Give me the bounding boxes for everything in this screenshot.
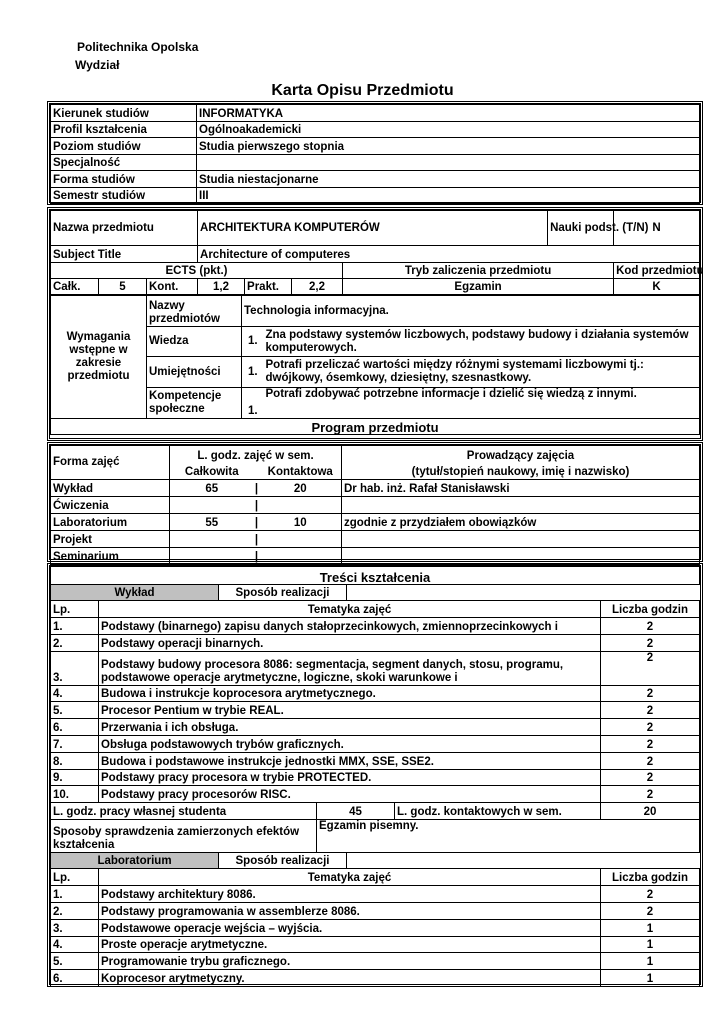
- program-row: [51, 548, 700, 565]
- prakt-value: 2,2: [292, 279, 343, 295]
- subject-name-label: Nazwa przedmiotu: [51, 211, 198, 246]
- lecturer-label: Prowadzący zajęcia: [342, 446, 700, 463]
- lecturer-sub-label: (tytuł/stopień naukowy, imię i nazwisko): [342, 463, 700, 480]
- info-label: Specjalność: [51, 154, 197, 171]
- topic-row: [51, 719, 700, 736]
- mode-value: Egzamin: [343, 279, 614, 295]
- social-num: 1.: [242, 388, 264, 419]
- topic-header: Tematyka zajęć: [99, 601, 601, 618]
- topic-hours: 2: [601, 886, 700, 903]
- topic-lp: 1.: [51, 618, 99, 635]
- program-separator: |: [254, 548, 260, 565]
- lab-hours-header: Liczba godzin: [601, 869, 700, 886]
- program-lecturer: zgodnie z przydziałem obowiązków: [342, 514, 700, 531]
- program-separator: |: [254, 480, 260, 497]
- info-row: [51, 154, 700, 171]
- subject-title: Architecture of computeres: [198, 246, 700, 263]
- contact-hours-label: L. godz. kontaktowych w sem.: [395, 803, 601, 820]
- lp-header: Lp.: [51, 601, 99, 618]
- info-row: [51, 105, 700, 122]
- topic-hours: 2: [601, 902, 700, 919]
- topic-hours: 1: [601, 970, 700, 987]
- contact-hours-value: 20: [601, 803, 700, 820]
- topic-hours: 2: [601, 719, 700, 736]
- university-name: Politechnika Opolska: [77, 40, 199, 54]
- subject-title-label: Subject Title: [51, 246, 198, 263]
- program-separator: |: [254, 514, 260, 531]
- topic-lp: 1.: [51, 886, 99, 903]
- topic-row: [51, 752, 700, 769]
- topic-text: Podstawy pracy procesorów RISC.: [99, 786, 601, 803]
- program-lecturer: [342, 531, 700, 548]
- topic-row: [51, 769, 700, 786]
- total-value: 5: [99, 279, 147, 295]
- subject-block: [47, 207, 703, 441]
- program-contact: 20: [260, 480, 342, 497]
- program-lecturer: Dr hab. inż. Rafał Stanisławski: [342, 480, 700, 497]
- topic-row: [51, 936, 700, 953]
- topic-hours: 2: [601, 618, 700, 635]
- skills-text: Potrafi przeliczać wartości między różnymi systemami liczbowymi tj.: dwójkowy, ósemkowy, dziesiętny, szesnastkowy.: [264, 357, 700, 388]
- topic-lp: 7.: [51, 735, 99, 752]
- skills-label: Umiejętności: [147, 357, 242, 388]
- content-block: [47, 563, 703, 987]
- info-row: [51, 171, 700, 188]
- program-title: Program przedmiotu: [51, 419, 700, 435]
- program-lecturer: [342, 497, 700, 514]
- info-value: Studia pierwszego stopnia: [197, 138, 700, 155]
- program-form: Laboratorium: [51, 514, 170, 531]
- prakt-label: Prakt.: [245, 279, 292, 295]
- topic-lp: 3.: [51, 651, 99, 685]
- topic-row: [51, 735, 700, 752]
- code-value: K: [614, 279, 700, 295]
- topic-hours: 2: [601, 634, 700, 651]
- program-total: [170, 497, 254, 514]
- topic-text: Podstawowe operacje wejścia – wyjścia.: [99, 919, 601, 936]
- knowledge-text: Zna podstawy systemów liczbowych, podstawy budowy i działania systemów komputerowych.: [264, 327, 700, 357]
- hours-header: Liczba godzin: [601, 601, 700, 618]
- topic-lp: 5.: [51, 953, 99, 970]
- knowledge-label: Wiedza: [147, 327, 242, 357]
- topic-text: Budowa i podstawowe instrukcje jednostki MMX, SSE, SSE2.: [99, 752, 601, 769]
- program-contact: [260, 548, 342, 565]
- topic-hours: 1: [601, 936, 700, 953]
- verify-label: Sposoby sprawdzenia zamierzonych efektów kształcenia: [51, 820, 317, 853]
- program-row: [51, 514, 700, 531]
- topic-lp: 2.: [51, 902, 99, 919]
- info-value: III: [197, 187, 700, 204]
- info-label: Forma studiów: [51, 171, 197, 188]
- page-title: Karta Opisu Przedmiotu: [271, 82, 454, 99]
- topic-row: [51, 618, 700, 635]
- info-label: Profil kształcenia: [51, 121, 197, 138]
- program-contact: [260, 497, 342, 514]
- social-text: Potrafi zdobywać potrzebne informacje i dzielić się wiedzą z innymi.: [264, 388, 700, 419]
- program-total: [170, 531, 254, 548]
- topic-row: [51, 970, 700, 987]
- topic-row: [51, 902, 700, 919]
- hours-total-label: Całkowita: [170, 463, 254, 480]
- topic-lp: 3.: [51, 919, 99, 936]
- topic-hours: 2: [601, 786, 700, 803]
- self-work-value: 45: [317, 803, 395, 820]
- social-label: Kompetencje społeczne: [147, 388, 242, 419]
- topic-lp: 6.: [51, 970, 99, 987]
- topic-text: Podstawy (binarnego) zapisu danych stałoprzecinkowych, zmiennoprzecinkowych i: [99, 618, 601, 635]
- lecture-label: Wykład: [51, 585, 219, 601]
- topic-hours: 1: [601, 953, 700, 970]
- info-value: INFORMATYKA: [197, 105, 700, 122]
- topic-hours: 2: [601, 685, 700, 702]
- topic-hours: 1: [601, 919, 700, 936]
- program-form: Ćwiczenia: [51, 497, 170, 514]
- info-label: Poziom studiów: [51, 138, 197, 155]
- topic-text: Proste operacje arytmetyczne.: [99, 936, 601, 953]
- subject-name: ARCHITEKTURA KOMPUTERÓW: [198, 211, 548, 246]
- topic-row: [51, 651, 700, 685]
- topic-lp: 8.: [51, 752, 99, 769]
- topic-row: [51, 702, 700, 719]
- program-total: 65: [170, 480, 254, 497]
- program-block: [47, 442, 703, 562]
- info-row: [51, 138, 700, 155]
- topic-row: [51, 685, 700, 702]
- mode-label: Tryb zaliczenia przedmiotu: [343, 263, 614, 279]
- program-row: [51, 531, 700, 548]
- info-label: Semestr studiów: [51, 187, 197, 204]
- topic-hours: 2: [601, 752, 700, 769]
- basic-science-label: Nauki podst. (T/N): [548, 211, 614, 246]
- program-form: Wykład: [51, 480, 170, 497]
- topic-lp: 10.: [51, 786, 99, 803]
- info-row: [51, 121, 700, 138]
- self-work-label: L. godz. pracy własnej studenta: [51, 803, 317, 820]
- lecture-method-label: Sposób realizacji: [219, 585, 347, 601]
- program-form: Seminarium: [51, 548, 170, 565]
- topic-text: Podstawy pracy procesora w trybie PROTECTED.: [99, 769, 601, 786]
- lab-method-label: Sposób realizacji: [219, 853, 347, 869]
- topic-row: [51, 786, 700, 803]
- topic-lp: 2.: [51, 634, 99, 651]
- program-lecturer: [342, 548, 700, 565]
- lab-label: Laboratorium: [51, 853, 219, 869]
- topic-hours: 2: [601, 702, 700, 719]
- topic-lp: 9.: [51, 769, 99, 786]
- topic-text: Obsługa podstawowych trybów graficznych.: [99, 735, 601, 752]
- topic-text: Programowanie trybu graficznego.: [99, 953, 601, 970]
- info-label: Kierunek studiów: [51, 105, 197, 122]
- lab-lp-header: Lp.: [51, 869, 99, 886]
- info-row: [51, 187, 700, 204]
- program-total: [170, 548, 254, 565]
- info-value: Studia niestacjonarne: [197, 171, 700, 188]
- hours-contact-label: Kontaktowa: [260, 463, 342, 480]
- basic-science-value: N: [614, 211, 700, 246]
- program-contact: 10: [260, 514, 342, 531]
- kont-label: Kont.: [147, 279, 198, 295]
- topic-text: Procesor Pentium w trybie REAL.: [99, 702, 601, 719]
- program-row: [51, 480, 700, 497]
- topic-text: Podstawy operacji binarnych.: [99, 634, 601, 651]
- topic-row: [51, 886, 700, 903]
- program-form: Projekt: [51, 531, 170, 548]
- topic-hours: 2: [601, 651, 700, 685]
- skills-num: 1.: [242, 357, 264, 388]
- topic-text: Budowa i instrukcje koprocesora arytmetycznego.: [99, 685, 601, 702]
- total-label: Całk.: [51, 279, 99, 295]
- topic-row: [51, 919, 700, 936]
- info-value: [197, 154, 700, 171]
- topic-row: [51, 953, 700, 970]
- program-contact: [260, 531, 342, 548]
- topic-lp: 4.: [51, 685, 99, 702]
- prereq-label: Wymagania wstępne w zakresie przedmiotu: [51, 296, 147, 419]
- ects-label: ECTS (pkt.): [51, 263, 343, 279]
- knowledge-num: 1.: [242, 327, 264, 357]
- info-value: Ogólnoakademicki: [197, 121, 700, 138]
- prereq-names-label: Nazwy przedmiotów: [147, 296, 242, 327]
- faculty-name: Wydział: [75, 58, 120, 72]
- topic-text: Podstawy budowy procesora 8086: segmentacja, segment danych, stosu, programu, podstawowe operacje arytmetyczne, logiczne, skoki warunkowe i: [99, 651, 601, 685]
- topic-row: [51, 634, 700, 651]
- topic-lp: 4.: [51, 936, 99, 953]
- topic-lp: 5.: [51, 702, 99, 719]
- topic-text: Podstawy architektury 8086.: [99, 886, 601, 903]
- program-separator: |: [254, 497, 260, 514]
- topic-text: Koprocesor arytmetyczny.: [99, 970, 601, 987]
- program-separator: |: [254, 531, 260, 548]
- topic-text: Podstawy programowania w assemblerze 8086.: [99, 902, 601, 919]
- topic-text: Przerwania i ich obsługa.: [99, 719, 601, 736]
- topic-hours: 2: [601, 769, 700, 786]
- kont-value: 1,2: [198, 279, 245, 295]
- form-label: Forma zajęć: [51, 446, 170, 480]
- lab-topic-header: Tematyka zajęć: [99, 869, 601, 886]
- hours-label: L. godz. zajęć w sem.: [170, 446, 342, 463]
- topic-lp: 6.: [51, 719, 99, 736]
- verify-value: Egzamin pisemny.: [317, 820, 700, 853]
- code-label: Kod przedmiotu: [614, 263, 700, 279]
- content-title: Treści kształcenia: [51, 567, 700, 585]
- topic-hours: 2: [601, 735, 700, 752]
- prereq-names-value: Technologia informacyjna.: [242, 296, 700, 327]
- info-block: [47, 101, 703, 205]
- program-row: [51, 497, 700, 514]
- program-total: 55: [170, 514, 254, 531]
